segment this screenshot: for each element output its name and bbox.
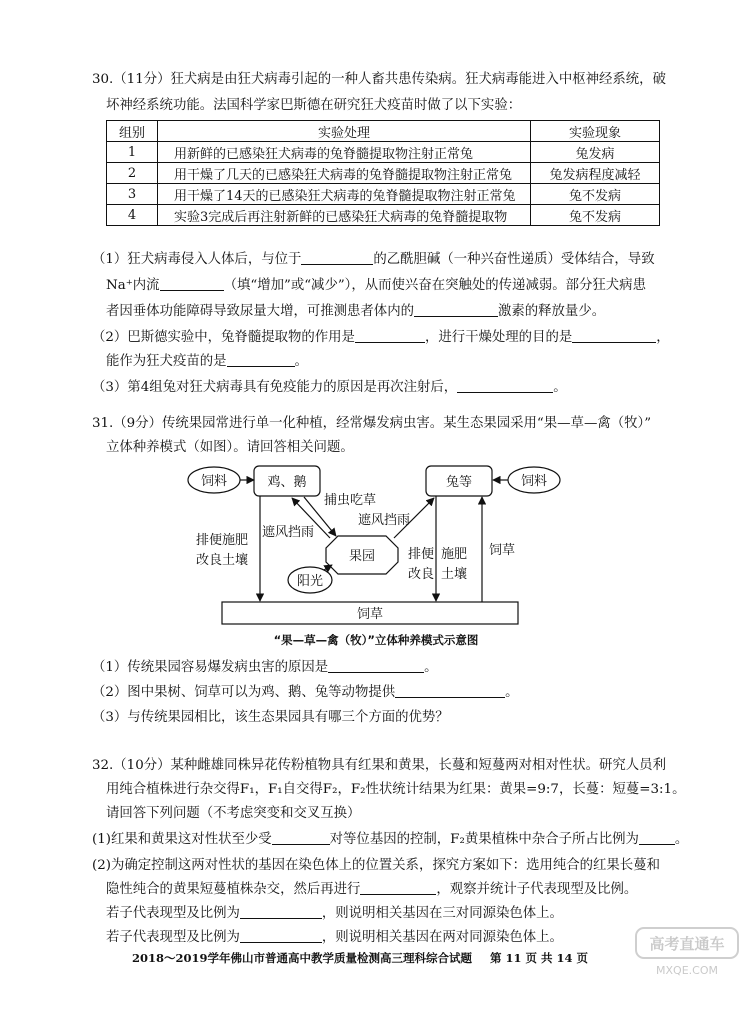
table-header-result: 实验现象 [531, 121, 660, 142]
q31-sub2-text-b: 。 [505, 685, 519, 700]
table-row [107, 142, 660, 163]
q30-sub1-text-e: 者因垂体功能障碍导致尿量大增，可推测患者体内的 [106, 304, 414, 319]
q32-sub2-line-3 [106, 904, 563, 924]
q31-sub2-text-a: （2）图中果树、饲草可以为鸡、鹅、兔等动物提供 [92, 685, 396, 700]
q32-sub2-text-c: ，观察并统计子代表现型及比例。 [436, 882, 638, 897]
q31-intro-line-1: 31.（9分）传统果园常进行单一化种植，经常爆发病虫害。某生态果园采用“果—草—禽（牧）” [92, 416, 652, 431]
table-cell: 实验3完成后再注射新鲜的已感染狂犬病毒的兔脊髓提取物 [158, 205, 531, 226]
rabbit-label: 兔等 [445, 475, 473, 490]
answer-blank[interactable] [240, 904, 322, 919]
q32-intro-line-2: 用纯合植株进行杂交得F₁，F₁自交得F₂，F₂性状统计结果为红果：黄果=9:7，长蔓：短蔓=3:1。 [106, 782, 686, 797]
q30-sub1-text-d: （填“增加”或“减少”），从而使兴奋在突触处的传递减弱。部分狂犬病患 [223, 278, 646, 293]
sunlight-label: 阳光 [296, 574, 324, 589]
q30-sub3-text-a: （3）第4组兔对狂犬病毒具有免疫能力的原因是再次注射后， [92, 380, 458, 395]
page-footer [132, 950, 588, 966]
footer-title: 2018～2019学年佛山市普通高中教学质量检测高三理科综合试题 [132, 951, 473, 965]
excrete-left-label-1: 排便施肥 [196, 533, 249, 548]
answer-blank[interactable] [160, 276, 224, 291]
q30-sub2-line-2 [106, 352, 308, 372]
orchard-label: 果园 [348, 549, 376, 564]
excrete-mid-label-1: 排便 [408, 547, 435, 562]
answer-blank[interactable] [227, 352, 295, 367]
answer-blank[interactable] [301, 250, 373, 265]
q30-sub2-line-1 [92, 328, 670, 348]
answer-blank[interactable] [272, 830, 330, 845]
answer-blank[interactable] [328, 658, 424, 673]
q31-sub3-line: （3）与传统果园相比，该生态果园具有哪三个方面的优势？ [92, 710, 449, 725]
q32-sub2-line-1: (2)为确定控制这两对性状的基因在染色体上的位置关系，探究方案如下：选用纯合的红果长蔓和 [92, 858, 660, 873]
q31-intro-line-2: 立体种养模式（如图）。请回答相关问题。 [106, 440, 354, 455]
ecological-orchard-diagram [186, 458, 566, 658]
fertilize-label-1: 施肥 [441, 547, 468, 562]
q32-sub2-text-d: 若子代表现型及比例为 [106, 906, 240, 921]
table-header-row [107, 121, 660, 142]
q32-sub1-line [92, 830, 688, 850]
q32-sub1-text-b: 对等位基因的控制，F₂黄果植株中杂合子所占比例为 [329, 832, 639, 847]
q30-sub2-text-c: ， [656, 330, 670, 345]
q31-sub1-line [92, 658, 438, 678]
q31-sub1-text-b: 。 [424, 660, 438, 675]
footer-page-number: 第 11 页 共 14 页 [490, 951, 589, 965]
answer-blank[interactable] [355, 328, 425, 343]
feed-right-label: 饲料 [520, 474, 548, 489]
q30-sub1-line-3 [106, 302, 605, 322]
q32-sub2-line-2 [106, 880, 637, 900]
q32-sub2-text-e: ，则说明相关基因在三对同源染色体上。 [321, 906, 563, 921]
table-header-group: 组别 [107, 121, 158, 142]
q32-sub1-text-a: (1)红果和黄果这对性状至少受 [92, 832, 272, 847]
q30-sub1-text-b: 的乙酰胆碱（一种兴奋性递质）受体结合，导致 [373, 252, 655, 267]
q32-sub2-text-g: ，则说明相关基因在两对同源染色体上。 [321, 930, 563, 945]
q30-intro-line-2: 坏神经系统功能。法国科学家巴斯德在研究狂犬疫苗时做了以下实验： [106, 98, 522, 113]
table-cell: 兔发病程度减轻 [531, 163, 660, 184]
answer-blank[interactable] [572, 328, 656, 343]
table-header-treatment: 实验处理 [158, 121, 531, 142]
q32-sub2-text-f: 若子代表现型及比例为 [106, 930, 240, 945]
q32-sub2-text-b: 隐性纯合的黄果短蔓植株杂交，然后再进行 [106, 882, 361, 897]
excrete-mid-label-2: 改良 [408, 567, 435, 582]
q30-sub2-text-a: （2）巴斯德实验中，兔脊髓提取物的作用是 [92, 330, 355, 345]
wind-rain-right-label: 遮风挡雨 [358, 513, 411, 528]
q30-sub2-text-d: 能作为狂犬疫苗的是 [106, 354, 227, 369]
q30-sub1-line-2 [106, 276, 646, 296]
q31-sub1-text-a: （1）传统果园容易爆发病虫害的原因是 [92, 660, 329, 675]
table-cell: 用新鲜的已感染狂犬病毒的兔脊髓提取物注射正常兔 [158, 142, 531, 163]
answer-blank[interactable] [639, 830, 675, 845]
table-cell: 2 [107, 163, 158, 184]
answer-blank[interactable] [457, 378, 553, 393]
table-cell: 兔不发病 [531, 184, 660, 205]
feed-left-label: 饲料 [200, 474, 228, 489]
watermark-logo [632, 922, 742, 982]
q32-sub2-line-4 [106, 928, 563, 948]
q30-sub1-text-c: Na⁺内流 [106, 278, 160, 293]
wind-rain-left-label: 遮风挡雨 [262, 525, 315, 540]
q30-sub1-line-1 [92, 250, 655, 270]
q31-sub2-line [92, 683, 519, 703]
q30-sub3-line [92, 378, 567, 398]
q30-sub2-text-e: 。 [294, 354, 308, 369]
answer-blank[interactable] [360, 880, 436, 895]
diagram-caption: “果—草—禽（牧）”立体种养模式示意图 [273, 633, 479, 647]
table-cell: 兔不发病 [531, 205, 660, 226]
table-row [107, 184, 660, 205]
table-row [107, 205, 660, 226]
q32-intro-line-1: 32.（10分）某种雌雄同株异花传粉植物具有红果和黄果，长蔓和短蔓两对相对性状。研究人员利 [92, 758, 666, 773]
table-cell: 用干燥了14天的已感染狂犬病毒的兔脊髓提取物注射正常兔 [158, 184, 531, 205]
q30-sub1-text-f: 激素的释放量少。 [497, 304, 606, 319]
chicken-goose-label: 鸡、鹅 [267, 475, 307, 490]
table-cell: 兔发病 [531, 142, 660, 163]
table-cell: 4 [107, 205, 158, 226]
experiment-table [106, 120, 660, 226]
q32-sub1-text-c: 。 [674, 832, 689, 847]
answer-blank[interactable] [414, 302, 498, 317]
q30-intro-line-1: 30.（11分）狂犬病是由狂犬病毒引起的一种人畜共患传染病。狂犬病毒能进入中枢神经系统，破 [92, 72, 666, 87]
q30-sub2-text-b: ，进行干燥处理的目的是 [424, 330, 573, 345]
q30-sub1-text-a: （1）狂犬病毒侵入人体后，与位于 [92, 252, 302, 267]
watermark-text: 高考直通车 [649, 935, 725, 953]
fertilize-label-2: 土壤 [441, 567, 468, 582]
watermark-url: MXQE.COM [656, 964, 718, 977]
table-cell: 1 [107, 142, 158, 163]
excrete-left-label-2: 改良土壤 [196, 553, 249, 568]
table-row [107, 163, 660, 184]
q30-sub3-text-b: 。 [553, 380, 567, 395]
table-cell: 用干燥了几天的已感染狂犬病毒的兔脊髓提取物注射正常兔 [158, 163, 531, 184]
forage-right-label: 饲草 [489, 543, 516, 558]
q32-intro-line-3: 请回答下列问题（不考虑突变和交叉互换） [106, 806, 361, 821]
forage-bottom-label: 饲草 [356, 607, 384, 622]
table-cell: 3 [107, 184, 158, 205]
catch-insects-label: 捕虫吃草 [324, 493, 377, 508]
answer-blank[interactable] [240, 928, 322, 943]
answer-blank[interactable] [395, 683, 505, 698]
